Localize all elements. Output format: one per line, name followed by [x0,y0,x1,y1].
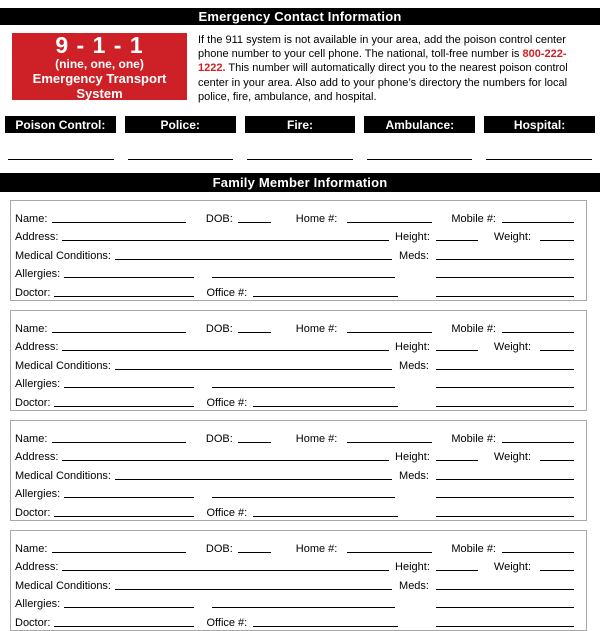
meds-label: Meds: [399,579,429,592]
meds-label: Meds: [399,249,429,262]
office-phone-field-line [253,626,398,627]
meds-field-line [436,589,574,590]
doctor-label: Doctor: [15,506,51,519]
allergies-label: Allergies: [15,378,61,391]
allergies-field-line [64,497,194,498]
address-label: Address: [15,451,59,464]
meds-field-line [436,259,574,260]
name-field-line [52,332,185,333]
name-label: Name: [15,322,48,335]
allergies-row [15,262,574,281]
meds-continuation-line-2 [436,626,574,627]
intro-text-after: This number will automatically direct you to the nearest poison control center in your area. Also add to your phone’s directory the numbers for local police, fire, ambulance, and hospital. [198,62,568,103]
height-field-line [436,240,478,241]
hospital-field-line [486,159,592,160]
family-member-card [10,200,587,301]
police-label: Police: [160,117,200,132]
poison-control-paragraph [187,33,569,104]
doctor-office-row [15,610,574,629]
mobile-phone-field-line [502,222,574,223]
page-title-bar [0,8,600,25]
home-phone-label: Home #: [295,322,338,335]
meds-continuation-line [436,387,574,388]
office-phone-label: Office #: [206,506,248,519]
mobile-phone-label: Mobile #: [451,212,496,225]
medical-conditions-label: Medical Conditions: [15,249,111,262]
medical-conditions-field-line [115,259,392,260]
medical-meds-row [15,243,574,262]
home-phone-field-line [347,332,432,333]
height-field-line [436,460,478,461]
address-height-weight-row [15,335,574,354]
police-label-box [125,116,236,133]
meds-continuation-line [436,497,574,498]
meds-field-line [436,479,574,480]
poison-control-label-box [5,116,116,133]
home-phone-field-line [347,552,432,553]
911-red-box [12,33,187,100]
weight-field-line [540,460,574,461]
weight-label: Weight: [493,341,531,354]
weight-label: Weight: [493,561,531,574]
meds-label: Meds: [399,469,429,482]
height-field-line [436,570,478,571]
weight-label: Weight: [493,451,531,464]
mobile-phone-label: Mobile #: [451,322,496,335]
doctor-label: Doctor: [15,396,51,409]
medical-conditions-continuation-line [212,387,395,388]
name-field-line [52,442,185,443]
allergies-label: Allergies: [15,598,61,611]
home-phone-field-line [347,222,432,223]
doctor-label: Doctor: [15,286,51,299]
mobile-phone-label: Mobile #: [451,432,496,445]
doctor-field-line [54,296,194,297]
911-number: 9 - 1 - 1 [55,31,144,58]
hospital-label: Hospital: [513,117,566,132]
poison-control-phone-number: 800-222-1222. [198,48,567,75]
address-label: Address: [15,231,59,244]
address-field-line [62,460,389,461]
name-dob-phone-row [15,536,574,555]
address-label: Address: [15,341,59,354]
poison-control-field-line [8,159,114,160]
doctor-field-line [54,626,194,627]
office-phone-label: Office #: [206,396,248,409]
dob-label: DOB: [205,212,233,225]
address-height-weight-row [15,445,574,464]
name-label: Name: [15,212,48,225]
ambulance-label-box [364,116,475,133]
fire-field-line [247,159,353,160]
dob-label: DOB: [205,432,233,445]
intro-text-before: If the 911 system is not available in your area, add the poison control center phone number to your cell phone. The national, toll-free number is [198,34,566,61]
address-field-line [62,570,389,571]
family-section-bar [0,173,600,192]
doctor-field-line [54,516,194,517]
name-dob-phone-row [15,316,574,335]
police-field-line [128,159,234,160]
medical-conditions-field-line [115,589,392,590]
doctor-field-line [54,406,194,407]
medical-meds-row [15,463,574,482]
office-phone-label: Office #: [206,286,248,299]
fire-label-box [245,116,356,133]
address-label: Address: [15,561,59,574]
page-title: Emergency Contact Information [198,9,402,24]
name-dob-phone-row [15,426,574,445]
name-label: Name: [15,542,48,555]
home-phone-label: Home #: [295,432,338,445]
name-dob-phone-row [15,206,574,225]
office-phone-field-line [253,296,398,297]
dob-field-line [238,332,271,333]
address-field-line [62,240,389,241]
doctor-office-row [15,390,574,409]
name-label: Name: [15,432,48,445]
name-field-line [52,222,185,223]
meds-continuation-line [436,277,574,278]
height-field-line [436,350,478,351]
family-section-title: Family Member Information [212,175,388,190]
ambulance-label: Ambulance: [385,117,455,132]
height-label: Height: [395,561,430,574]
height-label: Height: [395,231,430,244]
medical-conditions-label: Medical Conditions: [15,579,111,592]
doctor-office-row [15,280,574,299]
meds-continuation-line [436,607,574,608]
dob-label: DOB: [205,542,233,555]
medical-conditions-continuation-line [212,607,395,608]
medical-meds-row [15,353,574,372]
weight-field-line [540,570,574,571]
allergies-field-line [64,277,194,278]
meds-continuation-line-2 [436,516,574,517]
dob-field-line [238,222,271,223]
doctor-label: Doctor: [15,616,51,629]
meds-field-line [436,369,574,370]
height-label: Height: [395,451,430,464]
allergies-row [15,592,574,611]
medical-conditions-field-line [115,479,392,480]
office-phone-field-line [253,406,398,407]
medical-meds-row [15,573,574,592]
height-label: Height: [395,341,430,354]
mobile-phone-label: Mobile #: [451,542,496,555]
allergies-label: Allergies: [15,488,61,501]
dob-field-line [238,442,271,443]
poison-control-label: Poison Control: [15,117,106,132]
emergency-info-section [12,33,584,104]
home-phone-field-line [347,442,432,443]
medical-conditions-continuation-line [212,497,395,498]
911-number-words: (nine, one, one) [55,56,144,71]
ambulance-field-line [367,159,473,160]
meds-continuation-line-2 [436,296,574,297]
address-field-line [62,350,389,351]
name-field-line [52,552,185,553]
office-phone-field-line [253,516,398,517]
mobile-phone-field-line [502,332,574,333]
medical-conditions-label: Medical Conditions: [15,469,111,482]
emergency-contact-labels-row [5,116,595,133]
mobile-phone-field-line [502,552,574,553]
hospital-label-box [484,116,595,133]
weight-field-line [540,350,574,351]
weight-label: Weight: [493,231,531,244]
allergies-label: Allergies: [15,268,61,281]
fire-label: Fire: [286,117,313,132]
meds-continuation-line-2 [436,406,574,407]
medical-conditions-continuation-line [212,277,395,278]
medical-conditions-label: Medical Conditions: [15,359,111,372]
allergies-field-line [64,607,194,608]
dob-field-line [238,552,271,553]
home-phone-label: Home #: [295,542,338,555]
family-member-card [10,420,587,521]
allergies-field-line [64,387,194,388]
mobile-phone-field-line [502,442,574,443]
family-member-list [10,200,587,631]
dob-label: DOB: [205,322,233,335]
office-phone-label: Office #: [206,616,248,629]
medical-conditions-field-line [115,369,392,370]
allergies-row [15,372,574,391]
address-height-weight-row [15,555,574,574]
family-member-card [10,310,587,411]
doctor-office-row [15,500,574,519]
weight-field-line [540,240,574,241]
meds-label: Meds: [399,359,429,372]
address-height-weight-row [15,225,574,244]
allergies-row [15,482,574,501]
911-caption: Emergency Transport System [32,70,167,101]
home-phone-label: Home #: [295,212,338,225]
emergency-contact-writein-row [8,159,592,160]
family-member-card [10,530,587,631]
